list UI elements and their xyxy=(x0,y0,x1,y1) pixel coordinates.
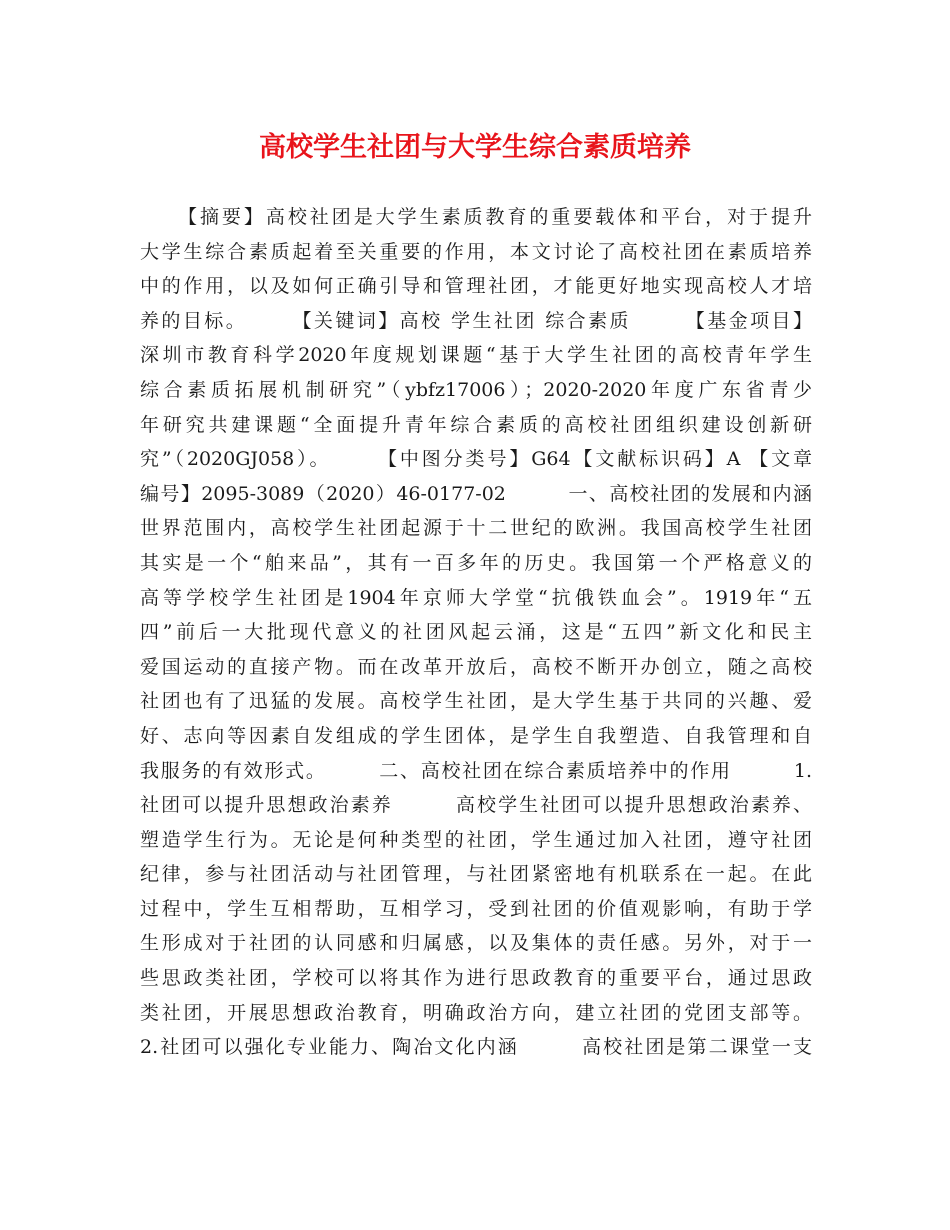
body-line: 大学生综合素质起着至关重要的作用，本文讨论了高校社团在素质培养 xyxy=(140,240,812,263)
body-line: 其实是一个“舶来品”，其有一百多年的历史。我国第一个严格意义的 xyxy=(140,551,812,574)
body-line: 些思政类社团，学校可以将其作为进行思政教育的重要平台，通过思政 xyxy=(140,967,812,990)
body-line: 年研究共建课题“全面提升青年综合素质的高校社团组织建设创新研 xyxy=(140,413,812,436)
body-line: 中的作用，以及如何正确引导和管理社团，才能更好地实现高校人才培 xyxy=(140,275,812,298)
body-line: 【摘要】高校社团是大学生素质教育的重要载体和平台，对于提升 xyxy=(178,206,812,228)
body-line: 我服务的有效形式。 二、高校社团在综合素质培养中的作用 1. xyxy=(140,759,812,782)
body-line: 生形成对于社团的认同感和归属感，以及集体的责任感。另外，对于一 xyxy=(140,932,812,955)
body-line: 综合素质拓展机制研究”（ybfz17006）；2020-2020年度广东省青少 xyxy=(140,378,812,401)
body-line: 究”（2020GJ058）。 【中图分类号】G64【文献标识码】A 【文章 xyxy=(140,448,812,471)
body-line: 塑造学生行为。无论是何种类型的社团，学生通过加入社团，遵守社团 xyxy=(140,828,812,851)
body-line: 世界范围内，高校学生社团起源于十二世纪的欧洲。我国高校学生社团 xyxy=(140,517,812,540)
body-line: 过程中，学生互相帮助，互相学习，受到社团的价值观影响，有助于学 xyxy=(140,897,812,920)
body-line: 类社团，开展思想政治教育，明确政治方向，建立社团的党团支部等。 xyxy=(140,1001,812,1024)
body-line: 2.社团可以强化专业能力、陶冶文化内涵 高校社团是第二课堂一支 xyxy=(140,1036,812,1059)
body-line: 社团可以提升思想政治素养 高校学生社团可以提升思想政治素养、 xyxy=(140,794,812,817)
body-line: 编号】2095-3089（2020）46-0177-02 一、高校社团的发展和内涵 xyxy=(140,482,812,505)
body-line: 好、志向等因素自发组成的学生团体，是学生自我塑造、自我管理和自 xyxy=(140,724,812,747)
document-body xyxy=(140,200,812,1065)
body-line: 纪律，参与社团活动与社团管理，与社团紧密地有机联系在一起。在此 xyxy=(140,863,812,886)
body-line: 养的目标。 【关键词】高校 学生社团 综合素质 【基金项目】 xyxy=(140,309,812,332)
body-line: 社团也有了迅猛的发展。高校学生社团，是大学生基于共同的兴趣、爱 xyxy=(140,690,812,713)
body-line: 爱国运动的直接产物。而在改革开放后，高校不断开办创立，随之高校 xyxy=(140,655,812,678)
document-title: 高校学生社团与大学生综合素质培养 xyxy=(259,132,691,163)
body-line: 四”前后一大批现代意义的社团风起云涌，这是“五四”新文化和民主 xyxy=(140,621,812,644)
body-line: 深圳市教育科学2020年度规划课题“基于大学生社团的高校青年学生 xyxy=(140,344,812,367)
body-line: 高等学校学生社团是1904年京师大学堂“抗俄铁血会”。1919年“五 xyxy=(140,586,812,609)
